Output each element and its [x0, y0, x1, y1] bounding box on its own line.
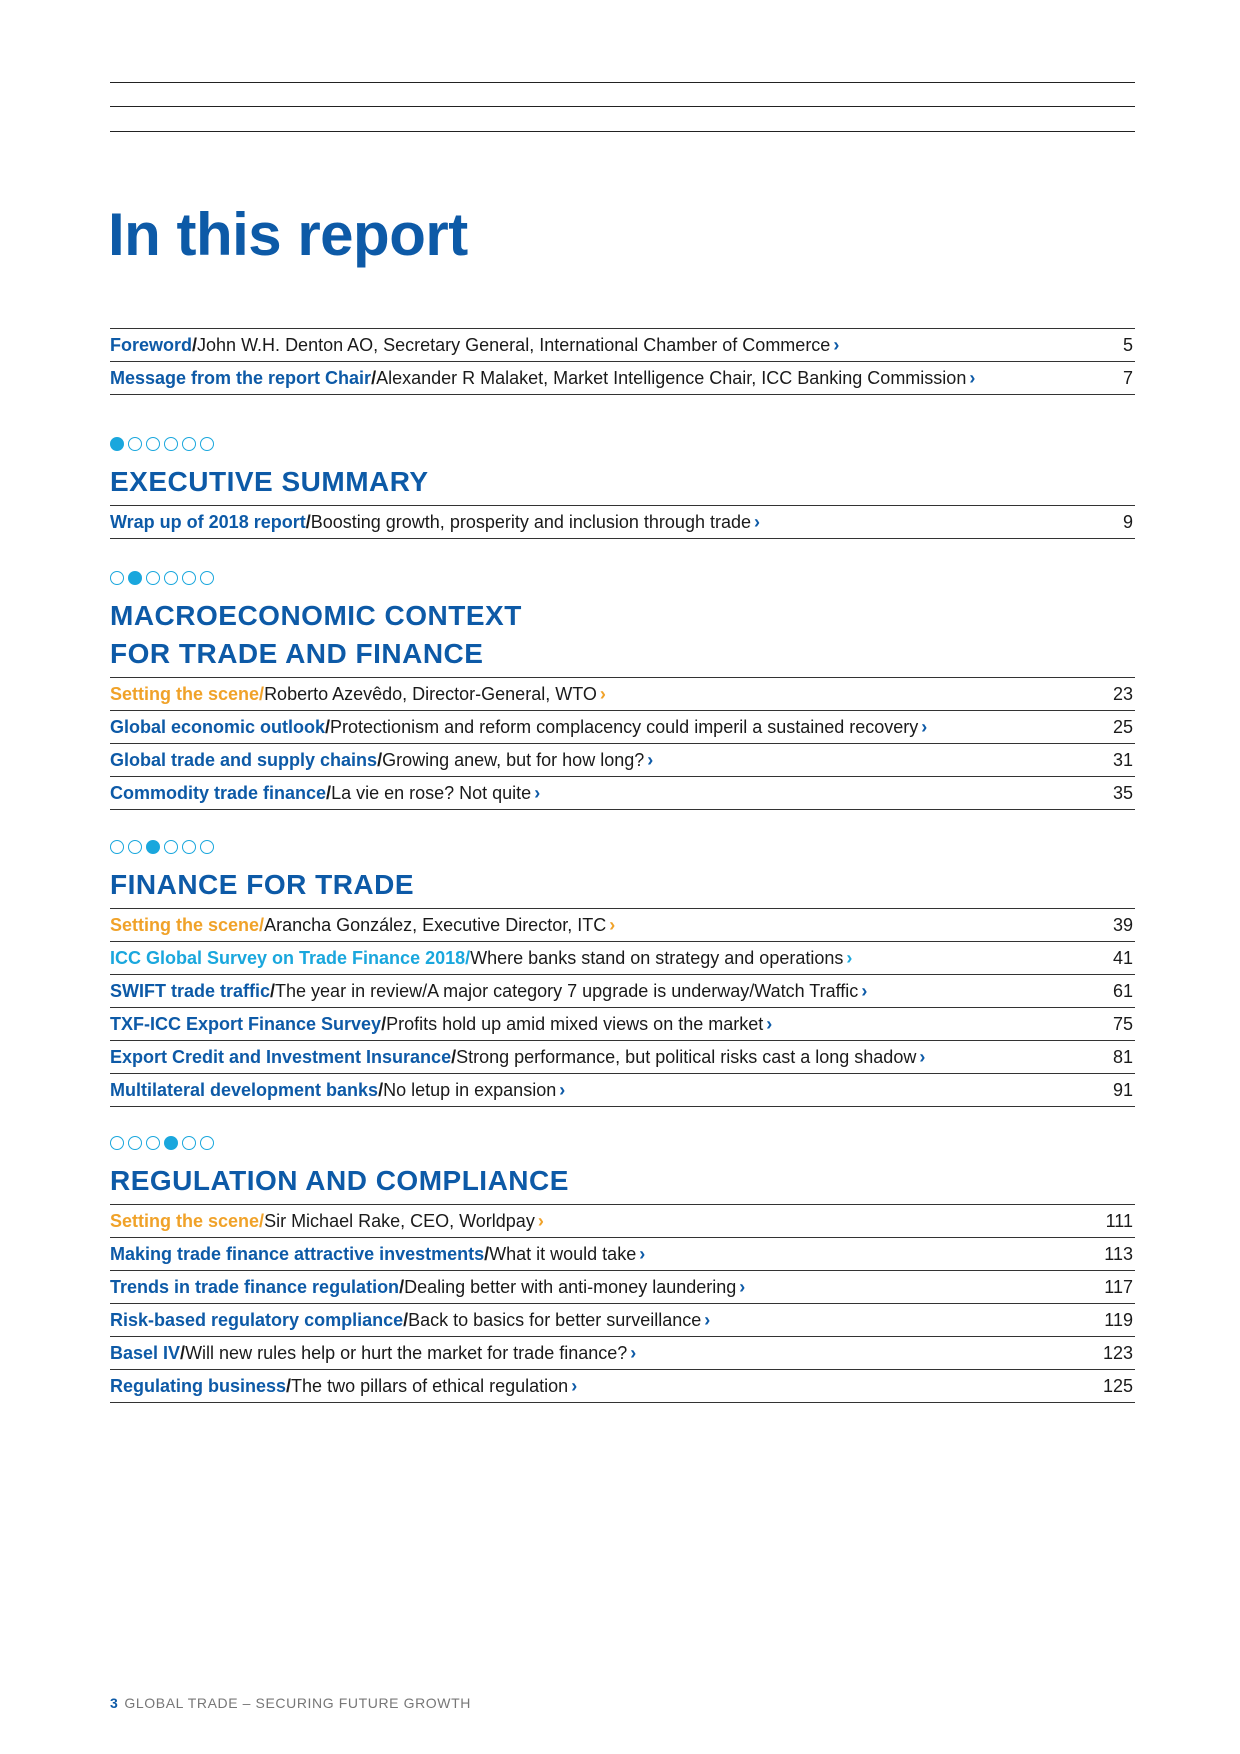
page-number: 117: [1104, 1276, 1133, 1297]
dot-empty-icon: [128, 1136, 142, 1150]
toc-entry[interactable]: Global trade and supply chains/Growing anew, but for how long? › 31: [110, 744, 1135, 777]
section-heading: REGULATION AND COMPLIANCE: [110, 1165, 569, 1196]
dot-empty-icon: [128, 437, 142, 451]
page-number: 75: [1112, 1013, 1133, 1034]
page-number: 23: [1112, 683, 1133, 704]
toc-entry-foreword[interactable]: Foreword/John W.H. Denton AO, Secretary General, International Chamber of Commerce › 5: [110, 329, 1135, 362]
dot-empty-icon: [110, 571, 124, 585]
section-heading: EXECUTIVE SUMMARY: [110, 466, 429, 497]
page-number: 91: [1112, 1079, 1133, 1100]
page-number: 61: [1112, 980, 1133, 1001]
page-number: 9: [1122, 511, 1133, 532]
chevron-right-icon: ›: [571, 1375, 578, 1396]
toc-entry[interactable]: SWIFT trade traffic/The year in review/A major category 7 upgrade is underway/Watch Traffic › 61: [110, 975, 1135, 1008]
top-rule-3: [110, 131, 1135, 132]
page-number: 25: [1112, 716, 1133, 737]
dot-filled-icon: [146, 840, 160, 854]
toc-entry[interactable]: Setting the scene/Sir Michael Rake, CEO, Worldpay › 111: [110, 1205, 1135, 1238]
chevron-right-icon: ›: [537, 1210, 544, 1231]
toc-entry[interactable]: ICC Global Survey on Trade Finance 2018/Where banks stand on strategy and operations › 41: [110, 942, 1135, 975]
dot-empty-icon: [200, 840, 214, 854]
section-executive-summary: [110, 437, 1135, 539]
toc-entry[interactable]: Export Credit and Investment Insurance/Strong performance, but political risks cast a long shadow › 81: [110, 1041, 1135, 1074]
section-finance-for-trade: [110, 840, 1135, 1107]
dot-empty-icon: [182, 1136, 196, 1150]
page-number: 81: [1112, 1046, 1133, 1067]
toc-entry[interactable]: Basel IV/Will new rules help or hurt the market for trade finance? › 123: [110, 1337, 1135, 1370]
progress-dots: [110, 571, 1135, 585]
top-rule-1: [110, 82, 1135, 83]
progress-dots: [110, 1136, 1135, 1150]
toc-entry-chair-message[interactable]: Message from the report Chair/Alexander R Malaket, Market Intelligence Chair, ICC Banking Commission › 7: [110, 362, 1135, 395]
chevron-right-icon: ›: [766, 1013, 773, 1034]
top-rule-2: [110, 106, 1135, 107]
chevron-right-icon: ›: [739, 1276, 746, 1297]
dot-empty-icon: [146, 437, 160, 451]
dot-empty-icon: [128, 840, 142, 854]
chevron-right-icon: ›: [599, 683, 606, 704]
chevron-right-icon: ›: [639, 1243, 646, 1264]
dot-empty-icon: [164, 840, 178, 854]
page-number: 111: [1105, 1210, 1133, 1231]
section-heading: FINANCE FOR TRADE: [110, 869, 415, 900]
chevron-right-icon: ›: [921, 716, 928, 737]
chevron-right-icon: ›: [534, 782, 541, 803]
chevron-right-icon: ›: [833, 334, 840, 355]
chevron-right-icon: ›: [969, 367, 976, 388]
toc-entry[interactable]: Setting the scene/Roberto Azevêdo, Director-General, WTO › 23: [110, 678, 1135, 711]
page-number: 5: [1122, 334, 1133, 355]
toc-entry[interactable]: Risk-based regulatory compliance/Back to basics for better surveillance › 119: [110, 1304, 1135, 1337]
toc-entry[interactable]: TXF-ICC Export Finance Survey/Profits hold up amid mixed views on the market › 75: [110, 1008, 1135, 1041]
toc-entry[interactable]: Multilateral development banks/No letup in expansion › 91: [110, 1074, 1135, 1107]
section-regulation-and-compliance: [110, 1136, 1135, 1403]
page-number: 35: [1112, 782, 1133, 803]
toc-entry[interactable]: Global economic outlook/Protectionism and reform complacency could imperil a sustained recovery › 25: [110, 711, 1135, 744]
chevron-right-icon: ›: [861, 980, 868, 1001]
chevron-right-icon: ›: [754, 511, 760, 532]
toc-entry[interactable]: Wrap up of 2018 report/Boosting growth, prosperity and inclusion through trade › 9: [110, 506, 1135, 539]
chevron-right-icon: ›: [919, 1046, 926, 1067]
toc-intro: [110, 328, 1135, 395]
progress-dots: [110, 840, 1135, 854]
page-number: 125: [1102, 1375, 1133, 1396]
page-number: 119: [1104, 1309, 1133, 1330]
chevron-right-icon: ›: [647, 749, 654, 770]
dot-empty-icon: [146, 1136, 160, 1150]
chevron-right-icon: ›: [704, 1309, 711, 1330]
section-macroeconomic-context: [110, 571, 1135, 810]
dot-empty-icon: [182, 840, 196, 854]
dot-empty-icon: [200, 437, 214, 451]
dot-empty-icon: [182, 571, 196, 585]
chevron-right-icon: ›: [846, 947, 853, 968]
chevron-right-icon: ›: [559, 1079, 566, 1100]
dot-filled-icon: [128, 571, 142, 585]
footer-title: GLOBAL TRADE – SECURING FUTURE GROWTH: [124, 1695, 471, 1711]
page-number: 123: [1102, 1342, 1133, 1363]
toc-entry[interactable]: Setting the scene/Arancha González, Executive Director, ITC › 39: [110, 909, 1135, 942]
toc-entry[interactable]: Regulating business/The two pillars of ethical regulation › 125: [110, 1370, 1135, 1403]
footer-page-number: 3: [110, 1695, 119, 1711]
chevron-right-icon: ›: [630, 1342, 637, 1363]
dot-empty-icon: [110, 1136, 124, 1150]
dot-empty-icon: [110, 840, 124, 854]
toc-entry[interactable]: Commodity trade finance/La vie en rose? Not quite › 35: [110, 777, 1135, 810]
page-number: 39: [1112, 914, 1133, 935]
dot-filled-icon: [164, 1136, 178, 1150]
toc-entry[interactable]: Trends in trade finance regulation/Dealing better with anti-money laundering › 117: [110, 1271, 1135, 1304]
progress-dots: [110, 437, 1135, 451]
section-heading: MACROECONOMIC CONTEXT FOR TRADE AND FINANCE: [110, 600, 522, 669]
dot-empty-icon: [146, 571, 160, 585]
page-title: In this report: [108, 201, 468, 268]
dot-empty-icon: [200, 571, 214, 585]
dot-empty-icon: [182, 437, 196, 451]
page-number: 7: [1122, 367, 1133, 388]
dot-empty-icon: [164, 571, 178, 585]
page-footer: [110, 1695, 471, 1711]
dot-filled-icon: [110, 437, 124, 451]
page-number: 113: [1104, 1243, 1133, 1264]
page-number: 41: [1112, 947, 1133, 968]
dot-empty-icon: [164, 437, 178, 451]
page-number: 31: [1112, 749, 1133, 770]
dot-empty-icon: [200, 1136, 214, 1150]
toc-entry[interactable]: Making trade finance attractive investments/What it would take › 113: [110, 1238, 1135, 1271]
chevron-right-icon: ›: [609, 914, 616, 935]
